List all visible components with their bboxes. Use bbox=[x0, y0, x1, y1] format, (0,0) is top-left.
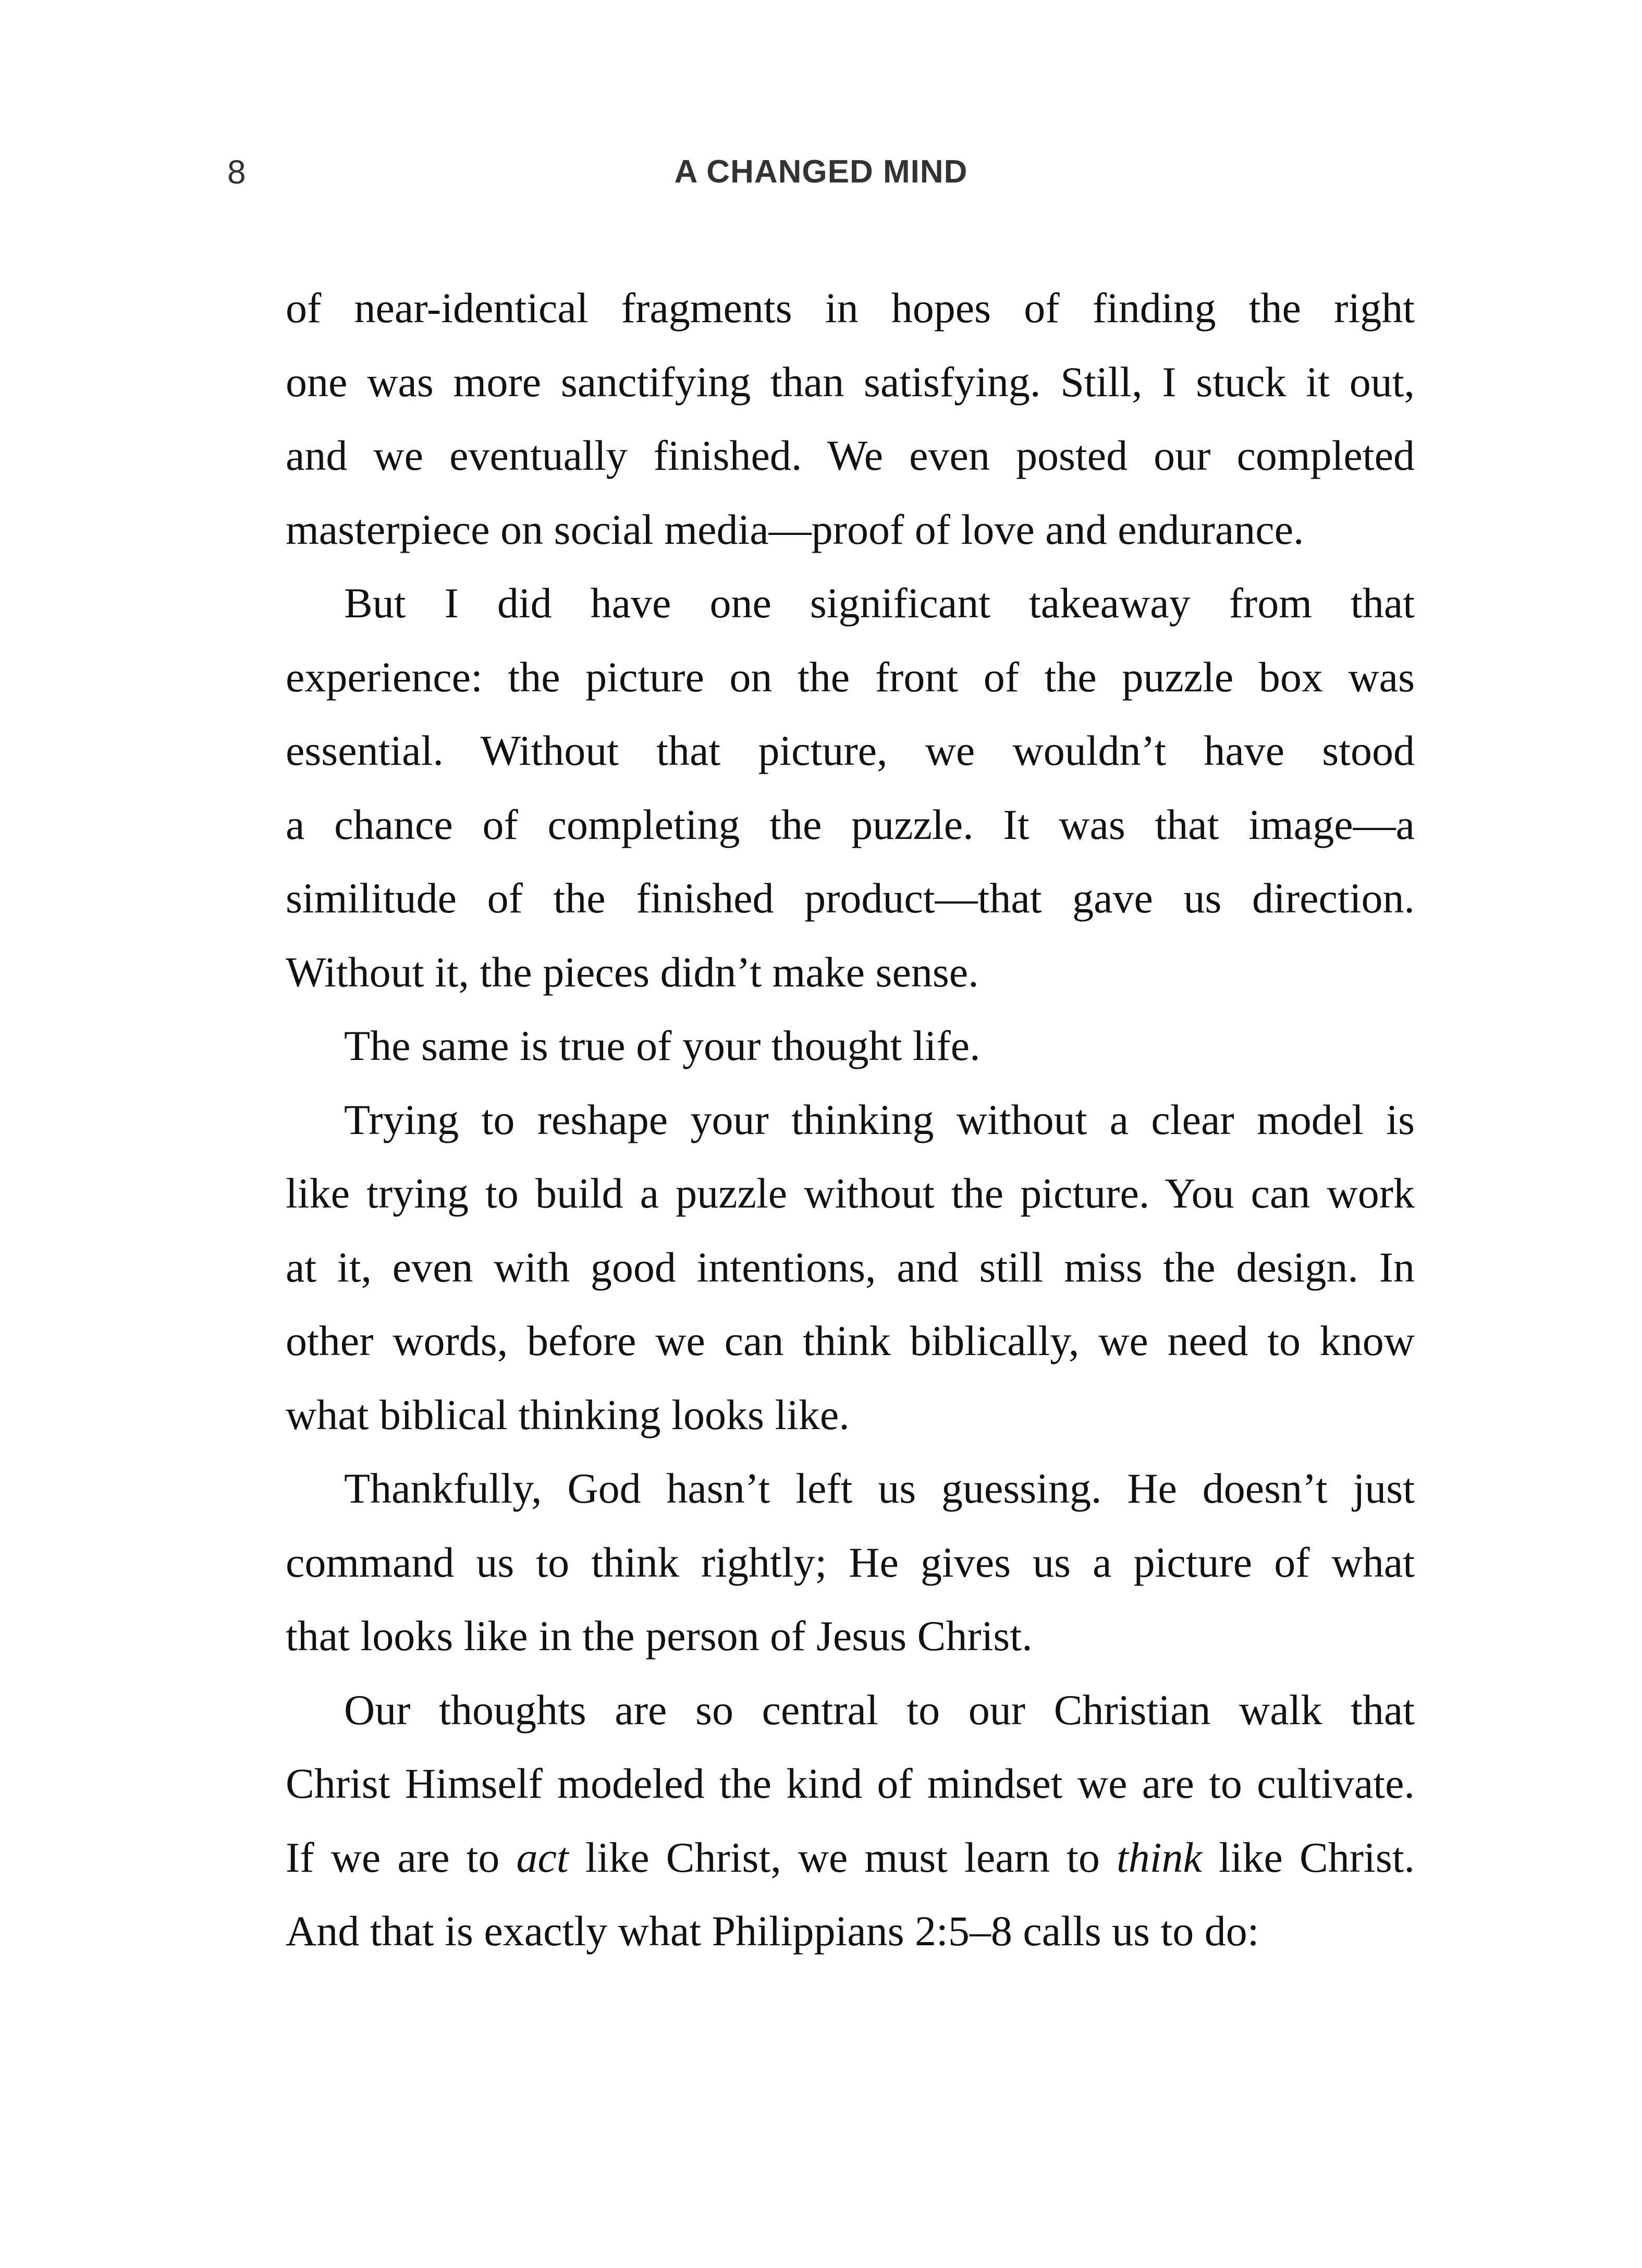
text-line: that looks like in the person of Jesus Christ. bbox=[286, 1612, 1033, 1660]
text-line: essential. Without that picture, we wouldn’t have stood bbox=[286, 727, 1415, 774]
page-number: 8 bbox=[227, 153, 246, 191]
text-line: what biblical thinking looks like. bbox=[286, 1391, 850, 1438]
text-run: like Christ, we must learn to bbox=[568, 1833, 1117, 1881]
text-line: one was more sanctifying than satisfying. Still, I stuck it out, bbox=[286, 358, 1415, 406]
text-line: Christ Himself modeled the kind of mindset we are to cultivate. bbox=[286, 1760, 1415, 1807]
text-line: of near-identical fragments in hopes of finding the right bbox=[286, 284, 1415, 332]
emphasis-think: think bbox=[1116, 1833, 1202, 1881]
text-line: at it, even with good intentions, and still miss the design. In bbox=[286, 1243, 1415, 1291]
running-head bbox=[0, 151, 1642, 193]
book-title: A CHANGED MIND bbox=[674, 154, 968, 190]
paragraph-5 bbox=[227, 1452, 1415, 1673]
text-line: But I did have one significant takeaway from that bbox=[344, 579, 1415, 627]
text-line: and we eventually finished. We even posted our completed bbox=[286, 432, 1415, 479]
text-line: Without it, the pieces didn’t make sense. bbox=[286, 948, 979, 996]
text-line: command us to think rightly; He gives us a picture of what bbox=[286, 1538, 1415, 1586]
text-line: a chance of completing the puzzle. It was that image—a bbox=[286, 800, 1415, 848]
text-line: And that is exactly what Philippians 2:5–8 calls us to do: bbox=[286, 1907, 1259, 1955]
text-line: Thankfully, God hasn’t left us guessing. He doesn’t just bbox=[344, 1465, 1415, 1512]
text-line: Our thoughts are so central to our Christian walk that bbox=[344, 1686, 1415, 1734]
emphasis-act: act bbox=[516, 1833, 569, 1881]
text-line: The same is true of your thought life. bbox=[344, 1022, 981, 1069]
paragraph-4 bbox=[227, 1083, 1415, 1452]
text-run: like Christ. bbox=[1202, 1833, 1415, 1881]
paragraph-1 bbox=[227, 271, 1415, 566]
text-line: experience: the picture on the front of the puzzle box was bbox=[286, 653, 1415, 701]
text-line: other words, before we can think biblically, we need to know bbox=[286, 1317, 1415, 1364]
text-run: If we are to bbox=[286, 1833, 517, 1881]
text-line: like trying to build a puzzle without the picture. You can work bbox=[286, 1169, 1415, 1217]
text-line-emphasis bbox=[227, 1821, 1415, 1895]
paragraph-6 bbox=[227, 1673, 1415, 1968]
paragraph-3 bbox=[227, 1009, 1415, 1083]
paragraph-2 bbox=[227, 566, 1415, 1009]
text-line: Trying to reshape your thinking without a clear model is bbox=[344, 1095, 1415, 1143]
body-text bbox=[227, 271, 1415, 1968]
text-line: masterpiece on social media—proof of love and endurance. bbox=[286, 505, 1304, 553]
text-line: similitude of the finished product—that gave us direction. bbox=[286, 874, 1415, 922]
